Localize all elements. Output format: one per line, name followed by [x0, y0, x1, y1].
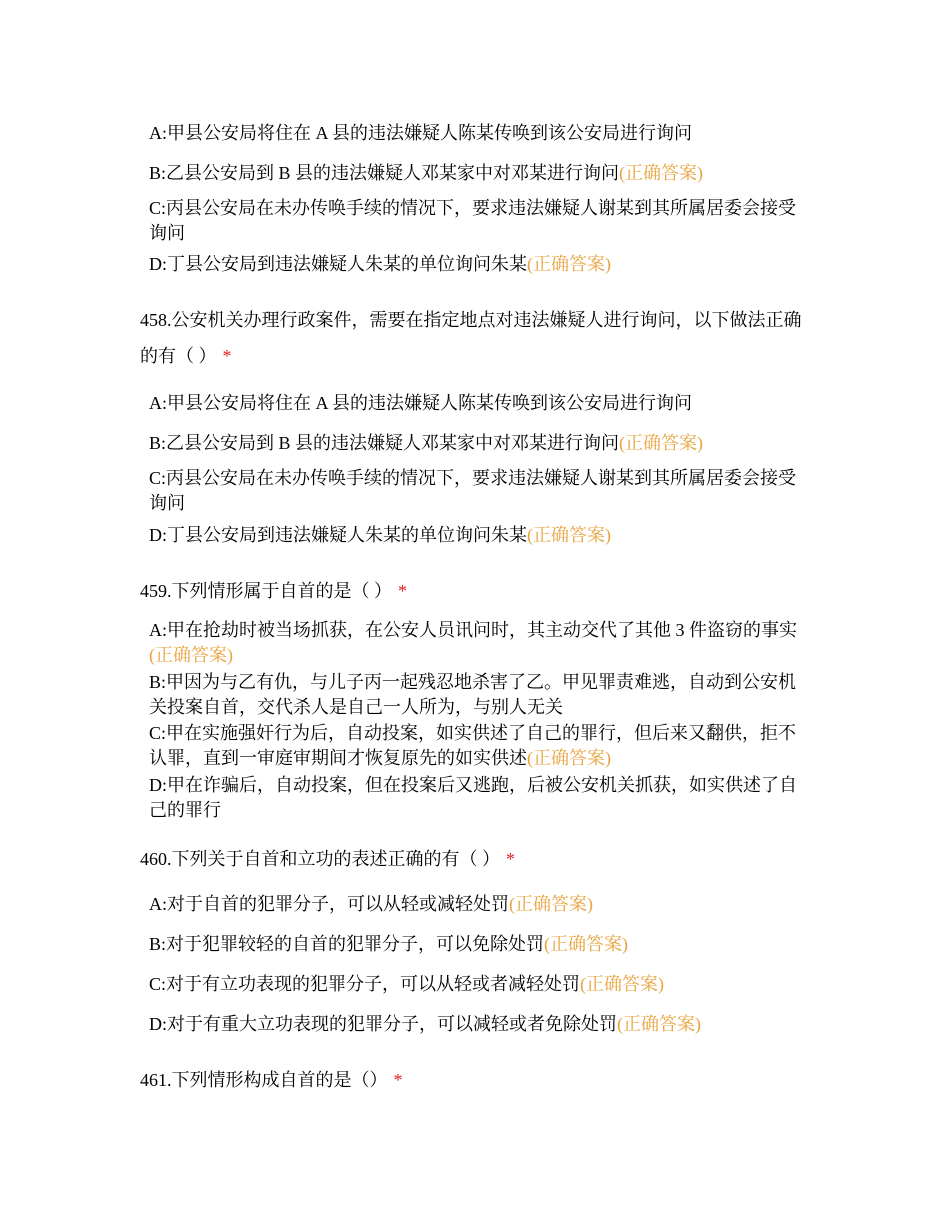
option-b [149, 670, 804, 720]
option-text: A:甲县公安局将住在 A 县的违法嫌疑人陈某传唤到该公安局进行询问 [149, 123, 693, 143]
correct-answer-label: (正确答案) [527, 254, 611, 274]
option-c [149, 972, 804, 997]
question-459-title [140, 573, 810, 609]
option-text: C:甲在实施强奸行为后，自动投案，如实供述了自己的罪行，但后来又翻供，拒不认罪，直到一审庭审期间才恢复原先的如实供述 [149, 723, 797, 768]
correct-answer-label: (正确答案) [617, 1014, 701, 1034]
required-asterisk: * [393, 1070, 403, 1090]
option-d [149, 523, 804, 548]
correct-answer-label: (正确答案) [580, 974, 665, 994]
option-c [149, 721, 804, 771]
option-text: B:乙县公安局到 B 县的违法嫌疑人邓某家中对邓某进行询问 [149, 163, 620, 183]
option-text: D:对于有重大立功表现的犯罪分子，可以减轻或者免除处罚 [149, 1014, 617, 1034]
required-asterisk: * [398, 581, 407, 601]
option-c [149, 196, 804, 246]
option-a [149, 618, 804, 668]
option-text: C:丙县公安局在未办传唤手续的情况下，要求违法嫌疑人谢某到其所属居委会接受询问 [149, 198, 797, 243]
correct-answer-label: (正确答案) [544, 934, 629, 954]
option-text: C:丙县公安局在未办传唤手续的情况下，要求违法嫌疑人谢某到其所属居委会接受询问 [149, 468, 797, 513]
correct-answer-label: (正确答案) [619, 433, 704, 453]
question-text: 460.下列关于自首和立功的表述正确的有（ ） [140, 849, 500, 869]
option-text: A:对于自首的犯罪分子，可以从轻或减轻处罚 [149, 894, 509, 914]
option-d [149, 773, 804, 823]
option-text: D:丁县公安局到违法嫌疑人朱某的单位询问朱某 [149, 254, 527, 274]
option-a [149, 892, 804, 917]
option-c [149, 466, 804, 516]
option-text: B:对于犯罪较轻的自首的犯罪分子，可以免除处罚 [149, 934, 545, 954]
required-asterisk: * [222, 346, 232, 366]
correct-answer-label: (正确答案) [527, 525, 611, 545]
option-b [149, 161, 804, 186]
option-d [149, 252, 804, 277]
question-text: 459.下列情形属于自首的是（ ） [140, 581, 392, 601]
correct-answer-label: (正确答案) [149, 645, 233, 665]
question-460-title [140, 841, 810, 877]
required-asterisk: * [506, 849, 515, 869]
option-text: A:甲县公安局将住在 A 县的违法嫌疑人陈某传唤到该公安局进行询问 [149, 393, 693, 413]
correct-answer-label: (正确答案) [509, 894, 593, 914]
option-a [149, 121, 804, 146]
option-a [149, 391, 804, 416]
question-458-title [140, 302, 810, 374]
option-text: D:甲在诈骗后，自动投案，但在投案后又逃跑，后被公安机关抓获，如实供述了自己的罪行 [149, 775, 797, 820]
correct-answer-label: (正确答案) [619, 163, 704, 183]
option-text: B:乙县公安局到 B 县的违法嫌疑人邓某家中对邓某进行询问 [149, 433, 620, 453]
option-text: A:甲在抢劫时被当场抓获，在公安人员讯问时，其主动交代了其他 3 件盗窃的事实 [149, 620, 797, 640]
option-text: B:甲因为与乙有仇，与儿子丙一起残忍地杀害了乙。甲见罪责难逃，自动到公安机关投案自首，交代杀人是自己一人所为，与别人无关 [149, 672, 797, 717]
option-b [149, 932, 804, 957]
option-text: D:丁县公安局到违法嫌疑人朱某的单位询问朱某 [149, 525, 527, 545]
correct-answer-label: (正确答案) [527, 748, 611, 768]
option-d [149, 1012, 804, 1037]
option-b [149, 431, 804, 456]
question-text: 461.下列情形构成自首的是（） [140, 1070, 388, 1090]
question-text: 458.公安机关办理行政案件，需要在指定地点对违法嫌疑人进行询问，以下做法正确的有（ ） [140, 310, 802, 366]
option-text: C:对于有立功表现的犯罪分子，可以从轻或者减轻处罚 [149, 974, 581, 994]
question-461-title [140, 1062, 810, 1098]
